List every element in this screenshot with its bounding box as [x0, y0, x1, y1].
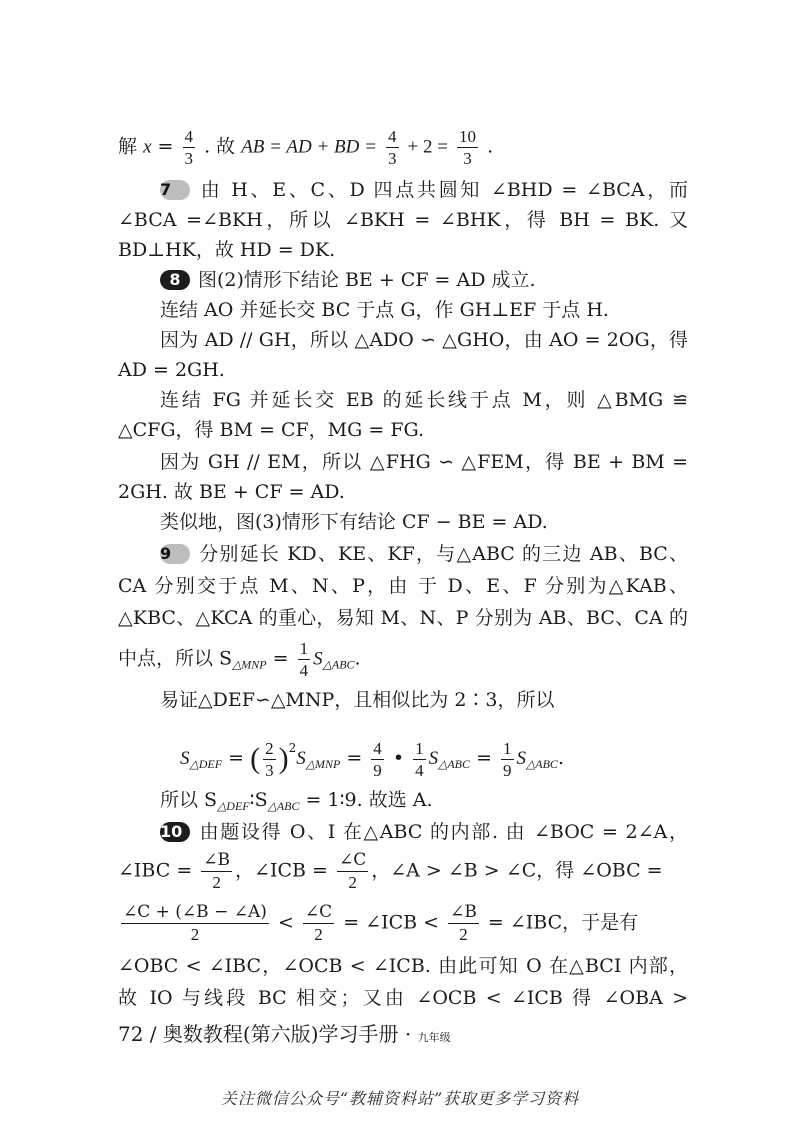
problem-number-badge: 10: [160, 822, 190, 842]
problem-8-line-2: [160, 296, 688, 324]
period: .: [557, 747, 564, 769]
line-text: 2GH. 故 BE + CF = AD.: [118, 481, 345, 503]
problem-10-line-5: [118, 984, 688, 1012]
problem-7-line-1: [160, 176, 688, 204]
subscript: △MNP: [305, 757, 341, 771]
problem-number-badge: 8: [160, 270, 190, 290]
fraction: $\frac{1}{4}$: [415, 738, 424, 780]
line-text: 由 H、E、C、D 四点共圆知 ∠BHD = ∠BCA，而: [198, 179, 688, 201]
text: = ∠ICB <: [343, 911, 440, 934]
area-symbol: S: [313, 648, 323, 670]
equals: =: [476, 747, 492, 769]
problem-8-line-1: [160, 266, 688, 294]
line-text: 连结 FG 并延长交 EB 的延长线于点 M，则 △BMG ≌: [160, 389, 688, 411]
fraction: $\frac{4}{3}$: [184, 127, 194, 168]
text: = ∠IBC，于是有: [487, 911, 639, 934]
line-text: ∠OBC < ∠IBC，∠OCB < ∠ICB. 由此可知 O 在△BCI 内部，: [118, 955, 688, 977]
line-text: CA 分别交于点 M、N、P，由 于 D、E、F 分别为△KAB、: [118, 575, 688, 597]
line-text: 故 IO 与线段 BC 相交；又由 ∠OCB < ∠ICB 得 ∠OBA >: [118, 987, 688, 1009]
line-text: 由题设得 O、I 在△ABC 的内部. 由 ∠BOC = 2∠A，: [198, 821, 688, 843]
line-text: 分别延长 KD、KE、KF，与△ABC 的三边 AB、BC、: [198, 543, 688, 565]
text: 解: [118, 135, 138, 158]
text: = 1∶9. 故选 A.: [305, 789, 433, 811]
line-text: 图(2)情形下结论 BE + CF = AD 成立.: [198, 269, 536, 291]
subscript: △DEF: [189, 757, 223, 771]
fraction: $\frac{\angle B}{2}$: [203, 850, 231, 892]
equation: AB = AD + BD =: [241, 136, 377, 158]
problem-7-line-2: [118, 206, 688, 234]
text: + 2 =: [407, 136, 448, 158]
text: ，∠ICB =: [235, 859, 328, 882]
problem-7-line-3: [118, 236, 688, 264]
problem-10-line-4: [118, 952, 688, 980]
line-text: 类似地，图(3)情形下有结论 CF − BE = AD.: [160, 511, 548, 533]
equals: =: [228, 747, 245, 769]
text: ∠IBC =: [118, 859, 193, 882]
paren: ): [278, 742, 289, 775]
fraction: $\frac{\angle B}{2}$: [450, 902, 477, 944]
subscript: △DEF: [217, 799, 250, 813]
area-symbol: S: [428, 748, 439, 769]
problem-9-answer-line: [160, 786, 688, 820]
problem-9-midpoint-line: [118, 640, 688, 683]
fraction: $\frac{1}{9}$: [503, 738, 512, 780]
paren: (: [250, 742, 261, 775]
line-text: △CFG，得 BM = CF，MG = FG.: [118, 419, 425, 441]
line-text: △KBC、△KCA 的重心，易知 M、N、P 分别为 AB、BC、CA 的: [118, 607, 688, 629]
multiply-dot: •: [392, 747, 405, 769]
solution-6-final-line: [118, 128, 688, 167]
problem-9-similar-line: [160, 686, 688, 714]
fraction: $\frac{\angle C}{2}$: [338, 850, 367, 892]
text: 所以 S: [160, 789, 218, 811]
equals: =: [272, 647, 289, 670]
problem-8-line-4: [118, 356, 688, 384]
page-footer: [118, 1020, 451, 1052]
text: ∶S: [249, 789, 268, 811]
period: .: [354, 647, 361, 670]
problem-number-badge: 9: [160, 544, 190, 564]
period: .: [487, 135, 494, 158]
problem-8-line-6: [118, 416, 688, 444]
problem-9-line-2: [118, 572, 688, 600]
problem-8-line-9: [160, 508, 688, 536]
fraction: $\frac{4}{3}$: [388, 127, 397, 168]
subscript: △ABC: [267, 799, 300, 813]
line-text: 连结 AO 并延长交 BC 于点 G，作 GH⊥EF 于点 H.: [160, 299, 609, 321]
text: . 故: [204, 135, 236, 158]
problem-10-line-1: [160, 818, 688, 846]
footer-grade: 九年级: [417, 1031, 451, 1044]
fraction: $\frac{2}{3}$: [265, 738, 274, 780]
fraction: $\frac{1}{4}$: [299, 639, 309, 680]
line-text: ∠BCA =∠BKH，所以 ∠BKH = ∠BHK，得 BH = BK. 又: [118, 209, 688, 231]
variable-x: x: [143, 136, 152, 158]
area-symbol: S: [516, 748, 527, 769]
equals: =: [346, 747, 363, 769]
equals: =: [157, 135, 174, 158]
problem-10-line-3: [118, 904, 688, 943]
footer-text: 72 / 奥数教程(第六版)学习手册 ·: [118, 1022, 418, 1046]
problem-8-line-3: [160, 326, 688, 354]
problem-8-line-8: [118, 478, 688, 506]
text: <: [277, 911, 294, 934]
superscript: 2: [288, 741, 297, 755]
problem-number-badge: 7: [160, 180, 190, 200]
subscript: △ABC: [526, 757, 558, 771]
problem-8-line-7: [160, 448, 688, 476]
fraction: $\frac{4}{9}$: [373, 738, 382, 780]
line-text: 因为 GH // EM，所以 △FHG ∽ △FEM，得 BE + BM =: [160, 451, 688, 473]
fraction: $\frac{10}{3}$: [459, 127, 477, 168]
text: 中点，所以 S: [118, 647, 233, 670]
line-text: AD = 2GH.: [118, 359, 225, 381]
subscript: △ABC: [438, 757, 471, 771]
fraction: $\frac{\angle C}{2}$: [304, 902, 333, 944]
problem-8-line-5: [160, 386, 688, 414]
problem-9-line-3: [118, 604, 688, 632]
text: ，∠A > ∠B > ∠C，得 ∠OBC =: [371, 859, 663, 882]
subscript: △MNP: [232, 657, 267, 672]
watermark-text: 关注微信公众号“教辅资料站”获取更多学习资料: [220, 1089, 580, 1108]
subscript: △ABC: [322, 657, 355, 672]
area-symbol: S: [180, 748, 190, 769]
fraction: $\frac{\angle C + (\angle B - \angle A)}{2}$: [123, 902, 267, 944]
problem-9-display-equation: [180, 726, 700, 786]
line-text: 因为 AD // GH，所以 △ADO ∽ △GHO，由 AO = 2OG，得: [160, 329, 688, 351]
line-text: BD⊥HK，故 HD = DK.: [118, 239, 336, 261]
problem-9-line-1: [160, 540, 688, 568]
line-text: 易证△DEF∽△MNP，且相似比为 2∶3，所以: [160, 689, 555, 711]
area-symbol: S: [296, 748, 306, 769]
problem-10-line-2: [118, 852, 688, 891]
